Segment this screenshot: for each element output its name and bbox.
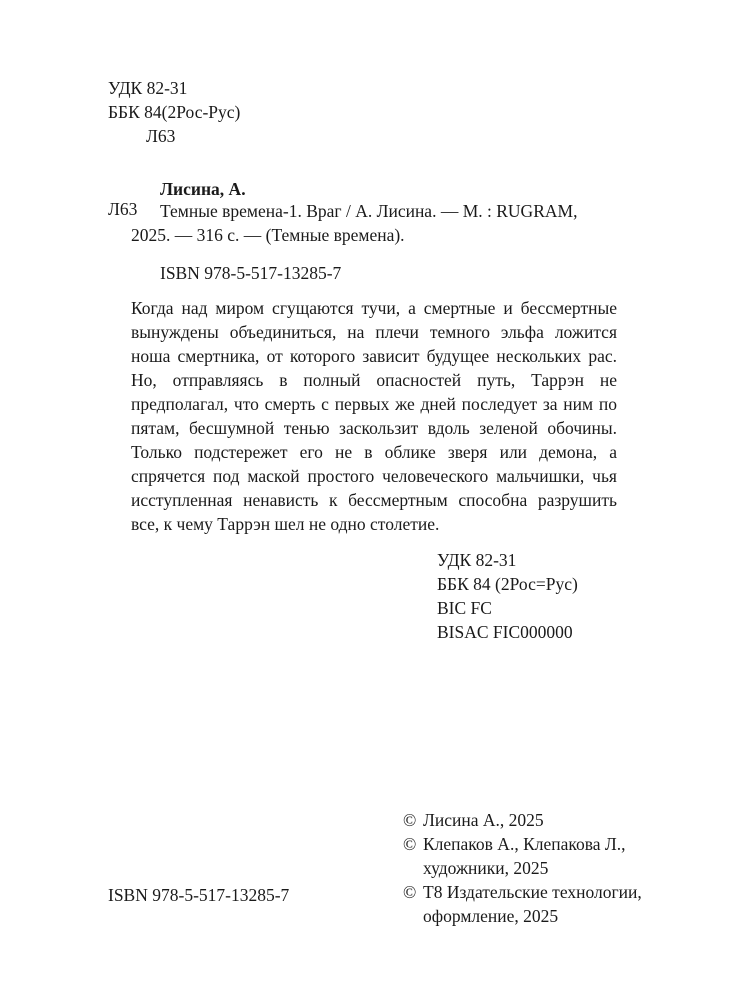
isbn-record: ISBN 978-5-517-13285-7 bbox=[160, 263, 342, 283]
udk-code-right: УДК 82-31 bbox=[437, 550, 517, 570]
classification-block-top bbox=[108, 76, 240, 148]
bibliographic-line-2: 2025. — 316 с. — (Темные времена). bbox=[131, 225, 405, 245]
copyright-icon: © bbox=[403, 810, 417, 830]
author-heading: Лисина, А. bbox=[160, 179, 246, 199]
bisac-code: BISAC FIC000000 bbox=[437, 622, 573, 642]
bic-code: BIC FC bbox=[437, 598, 492, 618]
copyright-author-text: Лисина А., 2025 bbox=[423, 810, 544, 830]
author-mark: Л63 bbox=[108, 199, 138, 219]
copyright-design bbox=[403, 880, 642, 904]
bibliographic-line-1: Темные времена-1. Враг / А. Лисина. — М. : RUGRAM, bbox=[160, 201, 578, 221]
copyright-author bbox=[403, 808, 642, 832]
classification-block-right bbox=[437, 548, 578, 644]
copyright-illustrators-continued: художники, 2025 bbox=[423, 858, 549, 878]
annotation-paragraph: Когда над миром сгущаются тучи, а смертные и бессмертные вынуждены объединиться, на плечи темного эльфа ложится ноша смертника, от которого зависит будущее нескольких рас. Но, отправляясь в полный опасностей путь, Таррэн не предполагал, что смерть с первых же дней последует за ним по пятам, бесшумной тенью заскользит вдоль зеленой обочины. Только подстережет его не в облике зверя или демона, а спрячется под маской простого человеческого мальчишки, чья исступленная ненависть к бессмертным способна разрушить все, к чему Таррэн шел не одно столетие. bbox=[131, 298, 617, 534]
author-mark-top: Л63 bbox=[146, 126, 176, 146]
bbk-code: ББК 84(2Рос-Рус) bbox=[108, 102, 241, 122]
bbk-code-right: ББК 84 (2Рос=Рус) bbox=[437, 574, 578, 594]
copyright-icon: © bbox=[403, 834, 417, 854]
copyright-design-text: Т8 Издательские технологии, bbox=[423, 882, 642, 902]
udk-code: УДК 82-31 bbox=[108, 78, 188, 98]
copyright-design-continued: оформление, 2025 bbox=[423, 906, 559, 926]
isbn-bottom: ISBN 978-5-517-13285-7 bbox=[108, 885, 290, 905]
copyright-illustrators-text: Клепаков А., Клепакова Л., bbox=[423, 834, 626, 854]
copyright-illustrators bbox=[403, 832, 642, 856]
copyright-block bbox=[403, 808, 642, 928]
bibliographic-record bbox=[131, 199, 577, 247]
copyright-icon: © bbox=[403, 882, 417, 902]
